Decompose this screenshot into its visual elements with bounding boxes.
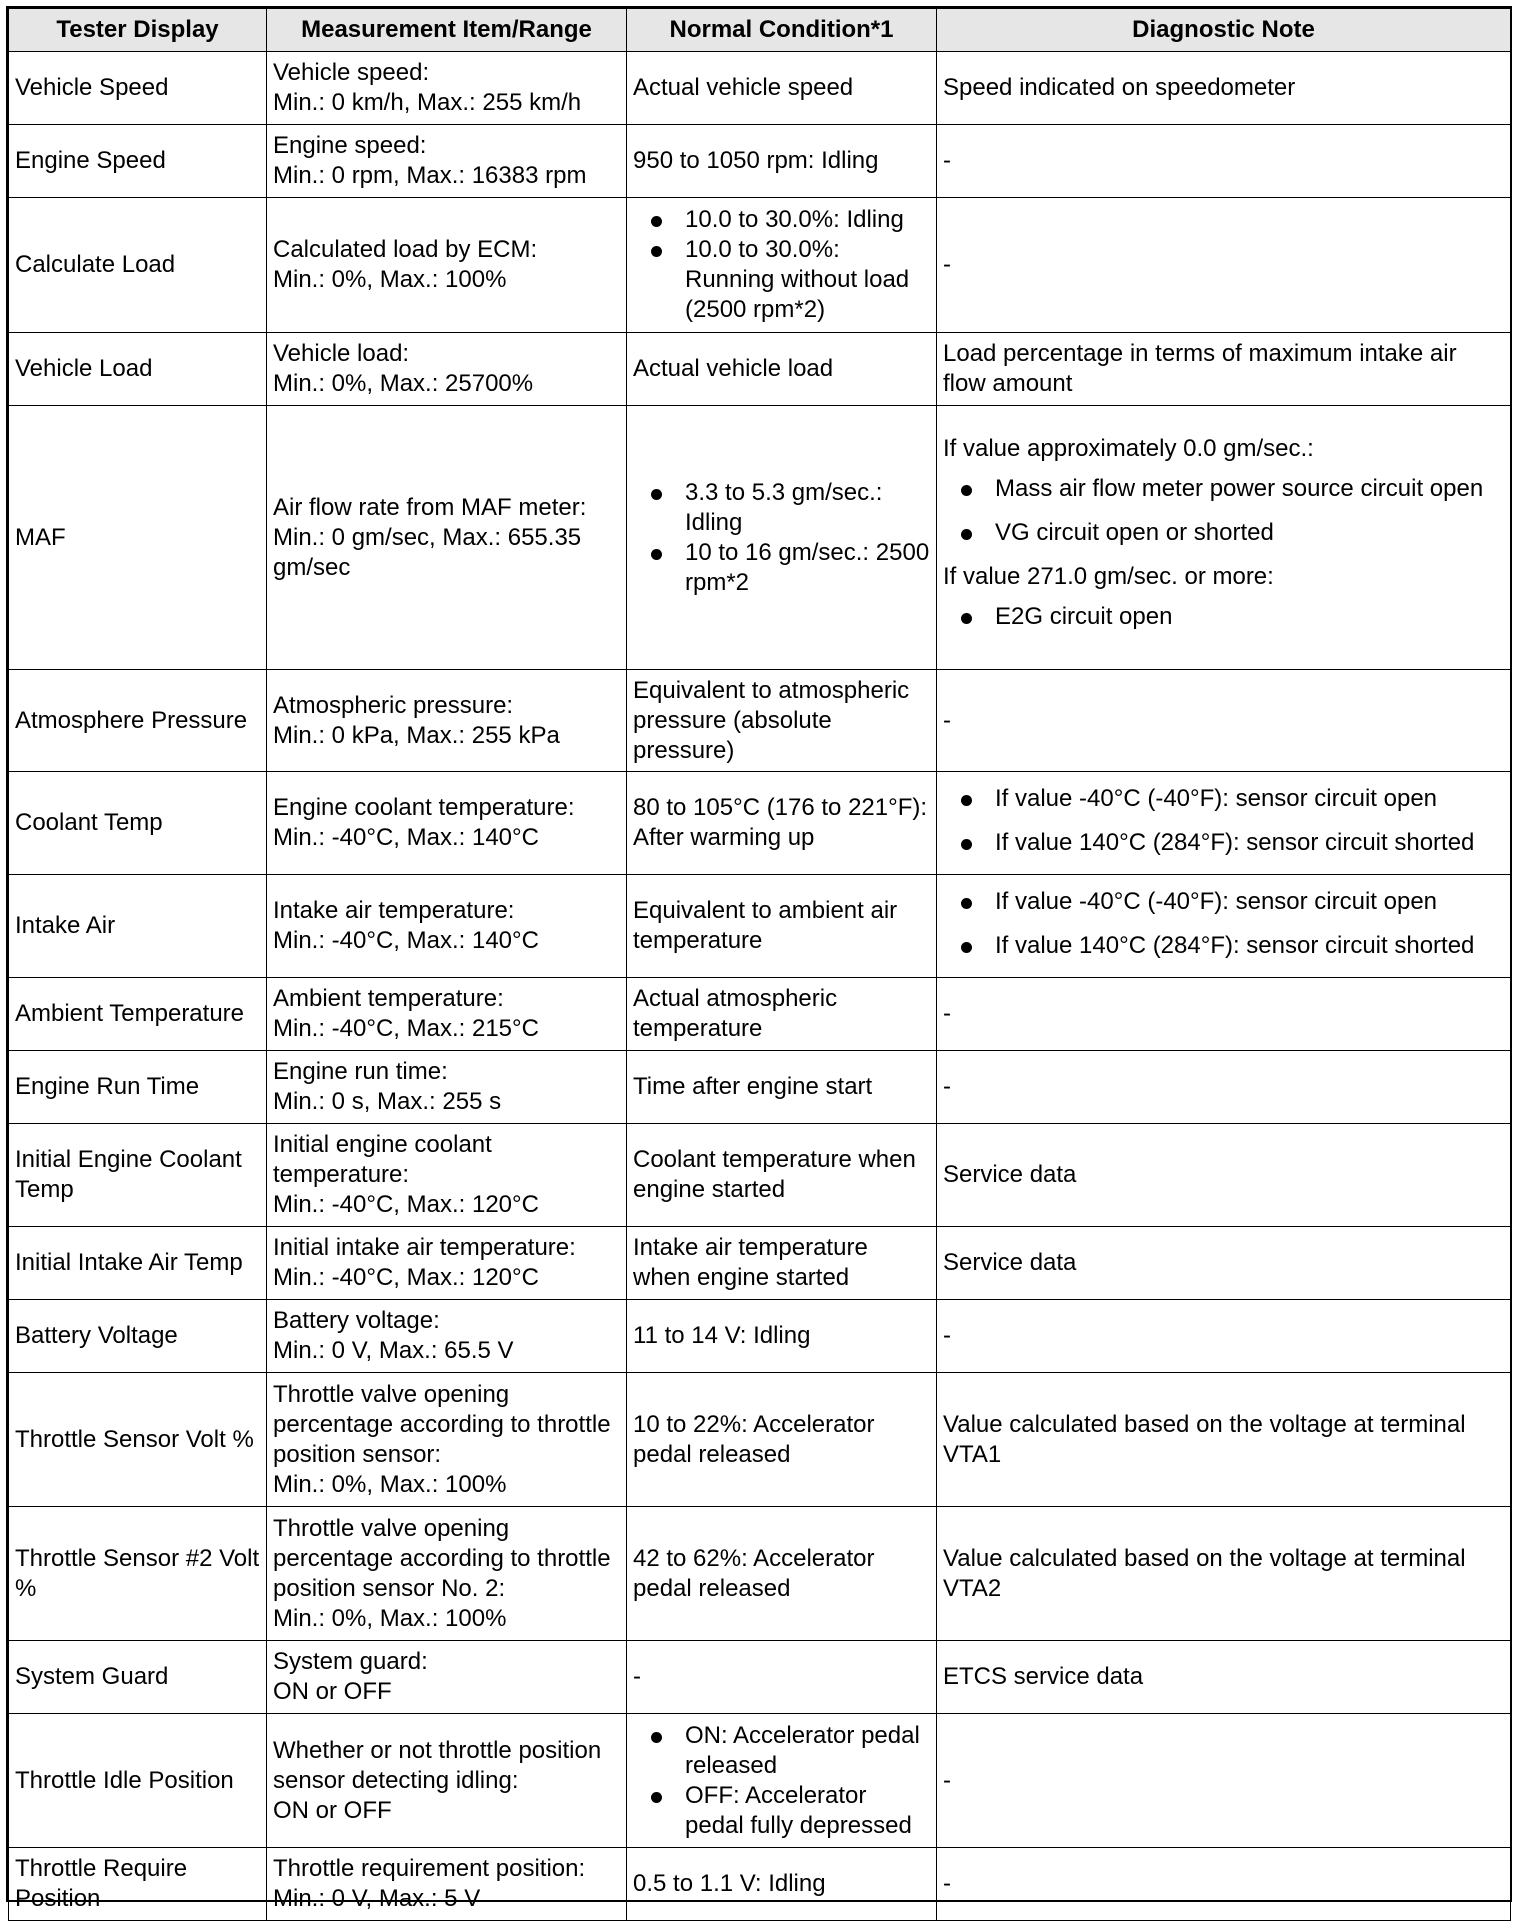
range-value: ON or OFF xyxy=(273,1796,392,1824)
diagnostic-note-cell: - xyxy=(937,1051,1511,1124)
range-cell xyxy=(267,125,627,198)
range-value: Min.: 0 V, Max.: 5 V xyxy=(273,1885,481,1912)
range-cell xyxy=(267,1373,627,1507)
range-label: Atmospheric pressure: xyxy=(273,691,514,719)
normal-condition-cell: 0.5 to 1.1 V: Idling xyxy=(627,1848,937,1921)
range-cell xyxy=(267,1124,627,1227)
tester-display-cell: Coolant Temp xyxy=(9,772,267,875)
diagnostic-note-cell: - xyxy=(937,198,1511,333)
normal-condition-cell: 42 to 62%: Accelerator pedal released xyxy=(627,1507,937,1641)
normal-condition-list xyxy=(633,1721,930,1841)
table-row xyxy=(9,198,1511,333)
list-item: 3.3 to 5.3 gm/sec.: Idling xyxy=(651,478,930,538)
note-intro: If value 271.0 gm/sec. or more: xyxy=(943,562,1274,590)
range-cell xyxy=(267,670,627,772)
range-label: System guard: xyxy=(273,1648,428,1675)
range-cell xyxy=(267,198,627,333)
range-value: Min.: 0 rpm, Max.: 16383 rpm xyxy=(273,162,587,189)
range-label: Ambient temperature: xyxy=(273,985,504,1012)
data-list-page xyxy=(6,6,1512,1912)
tester-display-cell: Engine Speed xyxy=(9,125,267,198)
range-cell xyxy=(267,875,627,978)
list-item: VG circuit open or shorted xyxy=(961,518,1504,548)
table-row xyxy=(9,1507,1511,1641)
table-header-row xyxy=(9,9,1511,52)
list-item: 10.0 to 30.0%: Idling xyxy=(651,205,930,235)
normal-condition-cell: Equivalent to ambient air temperature xyxy=(627,875,937,978)
range-value: Min.: 0 V, Max.: 65.5 V xyxy=(273,1337,514,1364)
range-label: Intake air temperature: xyxy=(273,897,515,924)
tester-display-cell: MAF xyxy=(9,406,267,670)
range-value: Min.: 0%, Max.: 25700% xyxy=(273,370,534,397)
range-label: Initial engine coolant temperature: xyxy=(273,1131,492,1188)
list-item: If value 140°C (284°F): sensor circuit shorted xyxy=(961,931,1504,961)
range-cell xyxy=(267,1300,627,1373)
tester-display-cell: Battery Voltage xyxy=(9,1300,267,1373)
normal-condition-list xyxy=(633,205,930,325)
table-row xyxy=(9,670,1511,772)
note-intro: If value approximately 0.0 gm/sec.: xyxy=(943,434,1314,462)
normal-condition-cell xyxy=(627,198,937,333)
list-item: If value 140°C (284°F): sensor circuit shorted xyxy=(961,828,1504,858)
diagnostic-note-cell: ETCS service data xyxy=(937,1641,1511,1714)
list-item: If value -40°C (-40°F): sensor circuit open xyxy=(961,887,1504,917)
normal-condition-cell: Actual vehicle load xyxy=(627,333,937,406)
list-item: ON: Accelerator pedal released xyxy=(651,1721,930,1781)
range-label: Whether or not throttle position sensor detecting idling: xyxy=(273,1736,602,1794)
normal-condition-line: After warming up xyxy=(633,824,815,851)
range-cell xyxy=(267,1714,627,1848)
table-row xyxy=(9,1641,1511,1714)
range-value: Min.: 0%, Max.: 100% xyxy=(273,266,507,293)
range-cell xyxy=(267,1051,627,1124)
normal-condition-cell xyxy=(627,1714,937,1848)
range-label: Vehicle speed: xyxy=(273,59,430,86)
range-cell xyxy=(267,406,627,670)
normal-condition-cell: Equivalent to atmospheric pressure (absolute pressure) xyxy=(627,670,937,772)
range-label: Initial intake air temperature: xyxy=(273,1234,576,1261)
table-row xyxy=(9,52,1511,125)
table-row xyxy=(9,1373,1511,1507)
range-cell xyxy=(267,52,627,125)
diagnostic-note-list xyxy=(943,784,1504,858)
list-item: Mass air flow meter power source circuit open xyxy=(961,474,1504,504)
normal-condition-list xyxy=(633,478,930,598)
normal-condition-cell: 10 to 22%: Accelerator pedal released xyxy=(627,1373,937,1507)
tester-display-cell: Initial Intake Air Temp xyxy=(9,1227,267,1300)
diagnostic-note-cell: Service data xyxy=(937,1227,1511,1300)
diagnostic-note-cell: - xyxy=(937,978,1511,1051)
range-label: Calculated load by ECM: xyxy=(273,236,538,263)
diagnostic-note-cell: - xyxy=(937,125,1511,198)
range-cell xyxy=(267,772,627,875)
range-value: Min.: -40°C, Max.: 140°C xyxy=(273,824,539,851)
diagnostic-note-cell xyxy=(937,875,1511,978)
diagnostic-note-cell: Value calculated based on the voltage at terminal VTA2 xyxy=(937,1507,1511,1641)
table-row xyxy=(9,406,1511,670)
diagnostic-note-list xyxy=(943,887,1504,961)
diagnostic-note-list xyxy=(943,602,1504,632)
col-header-normal-condition: Normal Condition*1 xyxy=(627,9,937,52)
range-value: ON or OFF xyxy=(273,1678,392,1705)
diagnostic-note-cell: Load percentage in terms of maximum intake air flow amount xyxy=(937,333,1511,406)
list-item: 10.0 to 30.0%: Running without load (2500 rpm*2) xyxy=(651,235,930,325)
normal-condition-cell: 950 to 1050 rpm: Idling xyxy=(627,125,937,198)
range-label: Battery voltage: xyxy=(273,1307,440,1334)
normal-condition-cell: Intake air temperature when engine started xyxy=(627,1227,937,1300)
range-label: Engine coolant temperature: xyxy=(273,794,575,821)
diagnostic-note-cell: Service data xyxy=(937,1124,1511,1227)
tester-display-cell: System Guard xyxy=(9,1641,267,1714)
tester-display-cell: Throttle Idle Position xyxy=(9,1714,267,1848)
range-label: Vehicle load: xyxy=(273,340,410,367)
range-label: Engine speed: xyxy=(273,132,427,159)
range-value: Min.: -40°C, Max.: 140°C xyxy=(273,927,539,954)
table-row xyxy=(9,1714,1511,1848)
tester-display-cell: Throttle Require Position xyxy=(9,1848,267,1921)
diagnostic-note-cell: - xyxy=(937,1848,1511,1921)
table-row xyxy=(9,1300,1511,1373)
tester-display-cell: Initial Engine Coolant Temp xyxy=(9,1124,267,1227)
tester-display-cell: Throttle Sensor #2 Volt % xyxy=(9,1507,267,1641)
table-row xyxy=(9,772,1511,875)
col-header-diagnostic-note: Diagnostic Note xyxy=(937,9,1511,52)
col-header-tester-display: Tester Display xyxy=(9,9,267,52)
range-value: Min.: 0%, Max.: 100% xyxy=(273,1604,507,1632)
table-row xyxy=(9,125,1511,198)
list-item: 10 to 16 gm/sec.: 2500 rpm*2 xyxy=(651,538,930,598)
tester-display-cell: Ambient Temperature xyxy=(9,978,267,1051)
table-row xyxy=(9,875,1511,978)
tester-display-cell: Calculate Load xyxy=(9,198,267,333)
table-row xyxy=(9,1227,1511,1300)
normal-condition-cell: Coolant temperature when engine started xyxy=(627,1124,937,1227)
range-value: Min.: 0 gm/sec, Max.: 655.35 gm/sec xyxy=(273,523,582,581)
tester-display-cell: Throttle Sensor Volt % xyxy=(9,1373,267,1507)
tester-display-cell: Vehicle Load xyxy=(9,333,267,406)
range-value: Min.: -40°C, Max.: 120°C xyxy=(273,1264,539,1291)
range-cell xyxy=(267,1641,627,1714)
range-cell xyxy=(267,333,627,406)
table-row xyxy=(9,333,1511,406)
diagnostic-note-cell: - xyxy=(937,1714,1511,1848)
table-row xyxy=(9,1051,1511,1124)
diagnostic-note-list xyxy=(943,474,1504,548)
range-label: Throttle valve opening percentage according to throttle position sensor No. 2: xyxy=(273,1514,611,1602)
tester-display-cell: Engine Run Time xyxy=(9,1051,267,1124)
normal-condition-cell: 11 to 14 V: Idling xyxy=(627,1300,937,1373)
normal-condition-cell: - xyxy=(627,1641,937,1714)
normal-condition-line: 80 to 105°C (176 to 221°F): xyxy=(633,794,928,821)
table-row xyxy=(9,978,1511,1051)
tester-display-cell: Atmosphere Pressure xyxy=(9,670,267,772)
diagnostic-note-cell: Value calculated based on the voltage at terminal VTA1 xyxy=(937,1373,1511,1507)
normal-condition-cell: Actual atmospheric temperature xyxy=(627,978,937,1051)
tester-display-cell: Intake Air xyxy=(9,875,267,978)
diagnostic-note-cell: - xyxy=(937,670,1511,772)
range-value: Min.: 0 km/h, Max.: 255 km/h xyxy=(273,89,582,116)
range-value: Min.: -40°C, Max.: 215°C xyxy=(273,1015,539,1042)
table-row xyxy=(9,1124,1511,1227)
range-cell xyxy=(267,1848,627,1921)
normal-condition-cell xyxy=(627,406,937,670)
range-label: Throttle valve opening percentage according to throttle position sensor: xyxy=(273,1380,611,1468)
range-label: Air flow rate from MAF meter: xyxy=(273,493,587,521)
data-list-table xyxy=(8,8,1511,1921)
diagnostic-note-cell xyxy=(937,406,1511,670)
diagnostic-note-cell: Speed indicated on speedometer xyxy=(937,52,1511,125)
diagnostic-note-cell: - xyxy=(937,1300,1511,1373)
normal-condition-cell: Actual vehicle speed xyxy=(627,52,937,125)
diagnostic-note-cell xyxy=(937,772,1511,875)
normal-condition-cell xyxy=(627,772,937,875)
normal-condition-cell: Time after engine start xyxy=(627,1051,937,1124)
list-item: OFF: Accelerator pedal fully depressed xyxy=(651,1781,930,1841)
range-value: Min.: -40°C, Max.: 120°C xyxy=(273,1191,539,1218)
range-cell xyxy=(267,1507,627,1641)
col-header-measurement-item: Measurement Item/Range xyxy=(267,9,627,52)
range-label: Throttle requirement position: xyxy=(273,1855,586,1882)
range-value: Min.: 0 kPa, Max.: 255 kPa xyxy=(273,721,560,749)
list-item: If value -40°C (-40°F): sensor circuit open xyxy=(961,784,1504,814)
range-value: Min.: 0%, Max.: 100% xyxy=(273,1470,507,1498)
range-value: Min.: 0 s, Max.: 255 s xyxy=(273,1088,502,1115)
range-cell xyxy=(267,978,627,1051)
range-label: Engine run time: xyxy=(273,1058,448,1085)
tester-display-cell: Vehicle Speed xyxy=(9,52,267,125)
list-item: E2G circuit open xyxy=(961,602,1504,632)
table-row xyxy=(9,1848,1511,1921)
range-cell xyxy=(267,1227,627,1300)
